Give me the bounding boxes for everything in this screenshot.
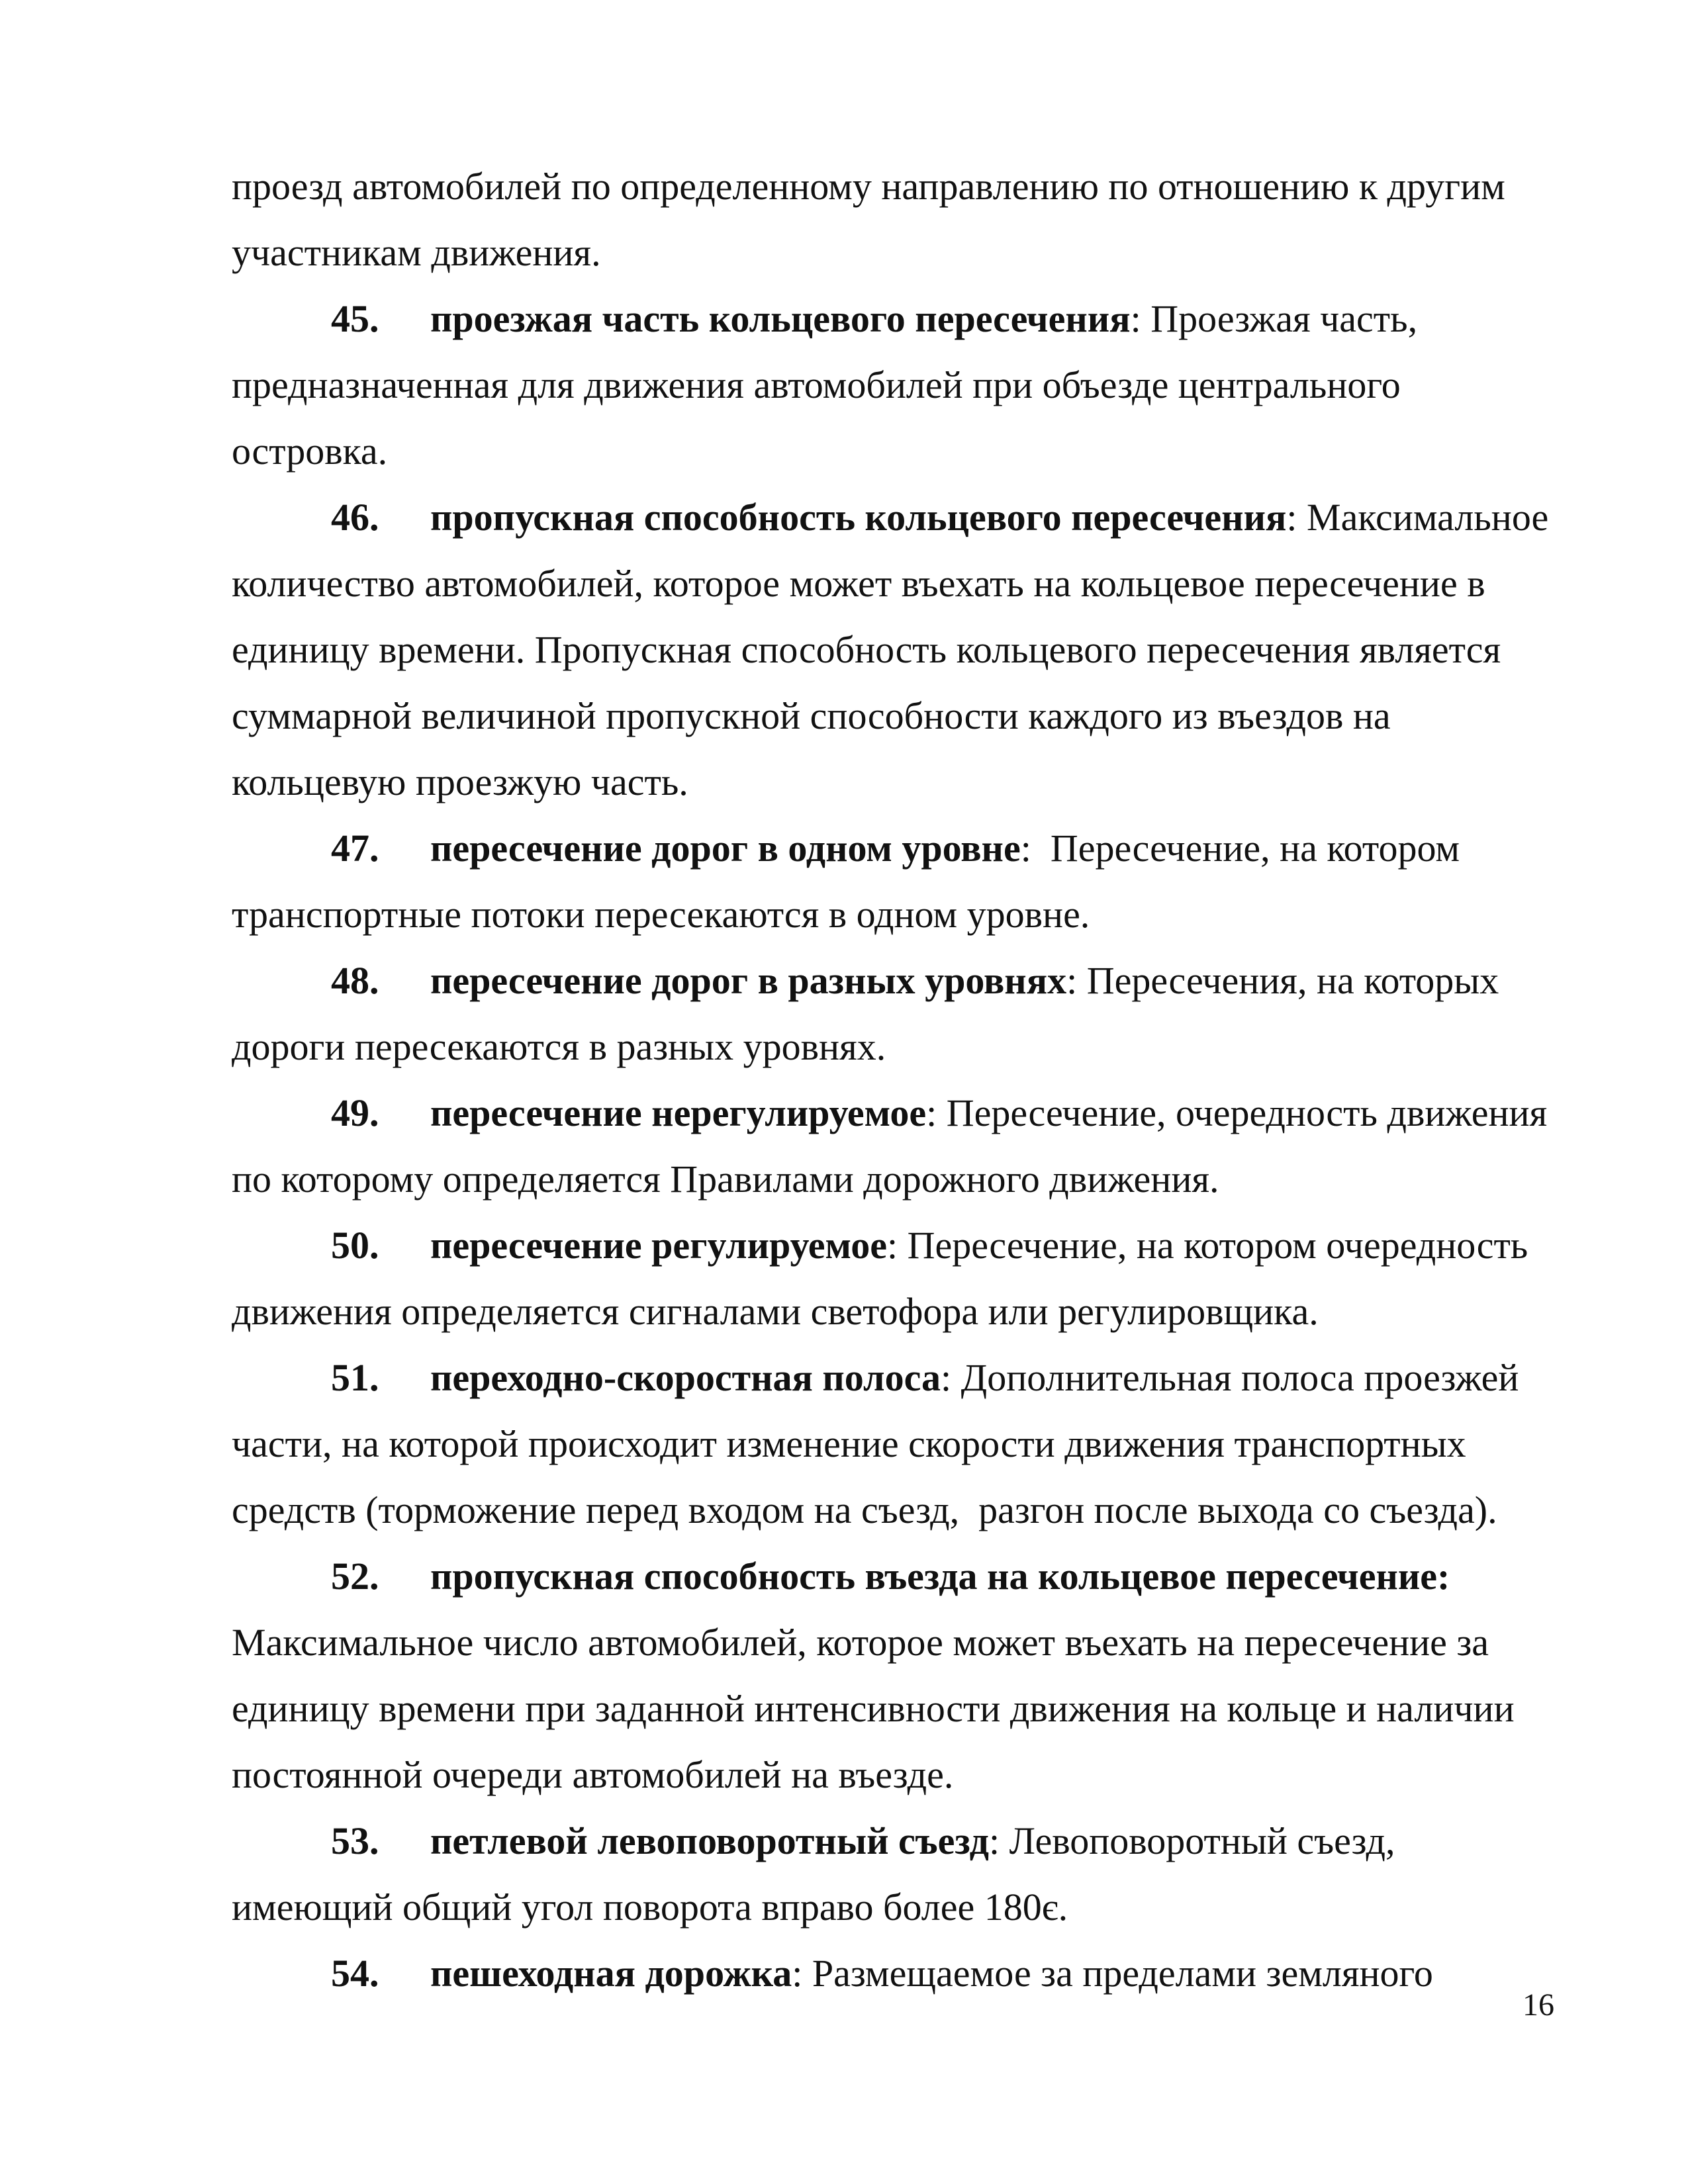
- entry-48-first-line: [232, 948, 1549, 1014]
- entry-term: петлевой левоповоротный съезд: [430, 1819, 989, 1862]
- entry-50-line: движения определяется сигналами светофора или регулировщика.: [232, 1290, 1319, 1333]
- entry-definition-start: Пересечения, на которых: [1077, 959, 1499, 1002]
- entry-number: 46.: [331, 496, 379, 539]
- entry-separator: :: [792, 1952, 803, 1995]
- entry-definition-start: Дополнительная полоса проезжей: [951, 1356, 1519, 1399]
- entry-52-line: Максимальное число автомобилей, которое может въехать на пересечение за: [232, 1621, 1489, 1664]
- page-number: 16: [1523, 1987, 1554, 2023]
- entry-46-line: суммарной величиной пропускной способности каждого из въездов на: [232, 694, 1391, 737]
- entry-term: переходно-скоростная полоса: [430, 1356, 941, 1399]
- entry-46-first-line: [232, 484, 1549, 551]
- entry-number: 51.: [331, 1356, 379, 1399]
- entry-number: 45.: [331, 297, 379, 340]
- entry-definition-start: Максимальное: [1297, 496, 1549, 539]
- entry-term: пересечение дорог в одном уровне: [430, 827, 1021, 870]
- entry-term: пересечение нерегулируемое: [430, 1091, 927, 1134]
- entry-definition-start: Пересечение, на котором очередность: [898, 1224, 1528, 1267]
- document-page: [232, 154, 1549, 2007]
- entry-51-first-line: [232, 1345, 1549, 1411]
- entry-separator: :: [988, 1819, 1000, 1862]
- entry-50-first-line: [232, 1212, 1549, 1279]
- entry-term: пропускная способность кольцевого пересечения: [430, 496, 1287, 539]
- entry-separator: :: [1066, 959, 1078, 1002]
- entry-47-first-line: [232, 815, 1549, 882]
- entry-term: пересечение дорог в разных уровнях: [430, 959, 1067, 1002]
- entry-53-line: имеющий общий угол поворота вправо более 180є.: [232, 1886, 1068, 1929]
- entry-51-line: средств (торможение перед входом на съезд, разгон после выхода со съезда).: [232, 1488, 1497, 1531]
- entry-definition-start: Пересечение, очередность движения: [937, 1091, 1548, 1134]
- entry-45-line: предназначенная для движения автомобилей при объезде центрального: [232, 363, 1401, 406]
- entry-definition-start: Размещаемое за пределами земляного: [802, 1952, 1433, 1995]
- entry-45-first-line: [232, 286, 1549, 352]
- entry-49-line: по которому определяется Правилами дорожного движения.: [232, 1158, 1219, 1201]
- entry-definition-start: Проезжая часть,: [1141, 297, 1418, 340]
- entry-number: 52.: [331, 1555, 379, 1598]
- entry-separator: :: [1286, 496, 1297, 539]
- entry-54-first-line: [232, 1940, 1549, 2007]
- entry-number: 53.: [331, 1819, 379, 1862]
- entry-separator: :: [886, 1224, 898, 1267]
- entry-number: 49.: [331, 1091, 379, 1134]
- entry-term: пешеходная дорожка: [430, 1952, 792, 1995]
- entry-48-line: дороги пересекаются в разных уровнях.: [232, 1025, 886, 1068]
- intro-line-2: участникам движения.: [232, 231, 601, 274]
- entry-46-line: единицу времени. Пропускная способность кольцевого пересечения является: [232, 628, 1501, 671]
- entry-term: пересечение регулируемое: [430, 1224, 887, 1267]
- entry-52-first-line: [232, 1543, 1549, 1610]
- intro-line-1: проезд автомобилей по определенному направлению по отношению к другим: [232, 165, 1505, 208]
- entry-46-line: кольцевую проезжую часть.: [232, 760, 688, 803]
- entry-separator: :: [1020, 827, 1031, 870]
- entry-separator: :: [1130, 297, 1141, 340]
- entry-49-first-line: [232, 1080, 1549, 1146]
- entry-46-line: количество автомобилей, которое может въехать на кольцевое пересечение в: [232, 562, 1485, 605]
- entry-separator: :: [926, 1091, 937, 1134]
- entry-definition-start: Пересечение, на котором: [1031, 827, 1460, 870]
- entry-45-line: островка.: [232, 430, 388, 473]
- entry-52-line: единицу времени при заданной интенсивности движения на кольце и наличии: [232, 1687, 1515, 1730]
- entry-number: 54.: [331, 1952, 379, 1995]
- entry-definition-start: Левоповоротный съезд,: [1000, 1819, 1395, 1862]
- entry-number: 48.: [331, 959, 379, 1002]
- entry-53-first-line: [232, 1808, 1549, 1874]
- entry-number: 47.: [331, 827, 379, 870]
- entry-separator: :: [941, 1356, 952, 1399]
- entry-47-line: транспортные потоки пересекаются в одном уровне.: [232, 893, 1090, 936]
- entry-term: пропускная способность въезда на кольцевое пересечение:: [430, 1555, 1450, 1598]
- entry-number: 50.: [331, 1224, 379, 1267]
- entry-51-line: части, на которой происходит изменение скорости движения транспортных: [232, 1422, 1466, 1465]
- entry-term: проезжая часть кольцевого пересечения: [430, 297, 1131, 340]
- entry-52-line: постоянной очереди автомобилей на въезде.: [232, 1753, 954, 1796]
